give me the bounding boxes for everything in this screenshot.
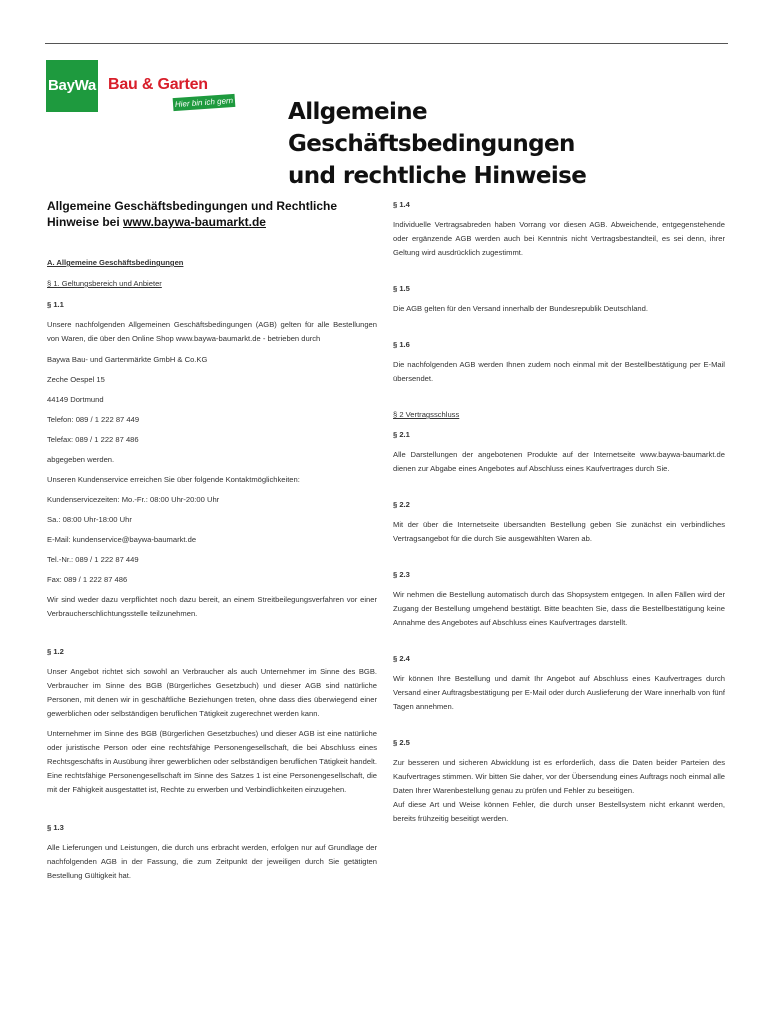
section-a-heading: A. Allgemeine Geschäftsbedingungen <box>47 258 184 267</box>
section-1-4: § 1.4 <box>393 200 410 209</box>
section-1-2-text2: Unternehmer im Sinne des BGB (Bürgerlichen Gesetzbuches) und dieser AGB ist eine natürliche oder juristische Person oder eine rechtsfähige Personengesellschaft, die bei Abschluss eines Rechtsgeschäfts in Ausübung ihrer gewerblichen oder selbständigen beruflichen Tätigkeit handelt. Eine rechtsfähige Personengesellschaft im Sinne des Satzes 1 ist eine Personengesellschaft, die mit der Fähigkeit ausgestattet ist, Rechte zu erwerben und Verbindlichkeiten einzugehen. <box>47 729 377 794</box>
section-2-3: § 2.3 <box>393 570 410 579</box>
logo-name: Bau & Garten <box>108 76 208 93</box>
section-1-6: § 1.6 <box>393 340 410 349</box>
logo-claim: Hier bin ich gern <box>173 94 236 111</box>
top-rule <box>45 43 728 44</box>
section-1-3-text: Alle Lieferungen und Leistungen, die durch uns erbracht werden, erfolgen nur auf Grundlage der nachfolgenden AGB in der Fassung, die zum Zeitpunkt der jeweiligen durch Sie getätigten Bestellung Gültigkeit hat. <box>47 843 377 880</box>
given-text: abgegeben werden. <box>47 455 115 464</box>
website-link[interactable]: www.baywa-baumarkt.de <box>123 215 266 229</box>
doc-heading-prefix: Hinweise bei <box>47 215 124 229</box>
section-2-1: § 2.1 <box>393 430 410 439</box>
section-1-2: § 1.2 <box>47 647 64 656</box>
section-2-heading: § 2 Vertragsschluss <box>393 410 460 419</box>
section-2-5: § 2.5 <box>393 738 410 747</box>
page-title-line2: und rechtliche Hinweise <box>288 163 587 189</box>
section-1-1-text: Unsere nachfolgenden Allgemeinen Geschäftsbedingungen (AGB) gelten für alle Bestellungen von Waren, die über den Online Shop www.baywa-baumarkt.de - betrieben durch <box>47 320 377 343</box>
left-column <box>47 198 377 883</box>
logo-brand: BayWa <box>46 60 98 112</box>
section-1-3: § 1.3 <box>47 823 64 832</box>
section-2-5-text: Zur besseren und sicheren Abwicklung ist es erforderlich, dass die Daten beider Parteien des Kaufvertrages stimmen. Wir bitten Sie daher, vor der Übersendung eines Auftrags noch einmal alle Daten Ihrer Warenbestellung genau zu prüfen und Fehler zu beseitigen. <box>393 758 725 795</box>
section-1-4-text: Individuelle Vertragsabreden haben Vorrang vor diesen AGB. Abweichende, entgegenstehende oder ergänzende AGB werden auch bei Kenntnis nicht Vertragsbestandteil, es sei denn, ihrer Geltung wird ausdrücklich zugestimmt. <box>393 220 725 257</box>
right-column <box>393 198 725 826</box>
section-2-1-text: Alle Darstellungen der angebotenen Produkte auf der Internetseite www.baywa-baumarkt.de dienen zur Abgabe eines Angebotes auf Abschluss eines Kaufvertrages durch Sie. <box>393 450 725 473</box>
company-street: Zeche Oespel 15 <box>47 375 105 384</box>
doc-heading-line2 <box>47 214 377 230</box>
section-2-2-text: Mit der über die Internetseite übersandten Bestellung geben Sie zunächst ein verbindliches Vertragsangebot für die durch Sie ausgewählten Waren ab. <box>393 520 725 543</box>
section-1-6-text: Die nachfolgenden AGB werden Ihnen zudem noch einmal mit der Bestellbestätigung per E-Mail übersendet. <box>393 360 725 383</box>
service-tel: Tel.-Nr.: 089 / 1 222 87 449 <box>47 555 139 564</box>
section-1-2-text: Unser Angebot richtet sich sowohl an Verbraucher als auch Unternehmer im Sinne des BGB. Verbraucher im Sinne des BGB (Bürgerliches Gesetzbuch) und dieser AGB sind natürliche Personen, mit denen wir in geschäftliche Beziehungen treten, ohne dass dies überwiegend einer gewerblichen oder selbständigen beruflichen Tätigkeit zugerechnet werden kann. <box>47 667 377 718</box>
company-phone: Telefon: 089 / 1 222 87 449 <box>47 415 140 424</box>
section-2-4: § 2.4 <box>393 654 410 663</box>
section-2-3-text: Wir nehmen die Bestellung automatisch durch das Shopsystem entgegen. In allen Fällen wird der Zugang der Bestellung umgehend bestätigt. Bitte beachten Sie, dass die Bestellbestätigung keine Annahme des Angebotes auf Abschluss eines Kaufvertrages darstellt. <box>393 590 725 627</box>
service-fax: Fax: 089 / 1 222 87 486 <box>47 575 128 584</box>
baywa-logo <box>46 60 246 116</box>
doc-heading-line1: Allgemeine Geschäftsbedingungen und Rechtliche <box>47 199 338 213</box>
service-email: E-Mail: kundenservice@baywa-baumarkt.de <box>47 535 197 544</box>
section-2-5-text2: Auf diese Art und Weise können Fehler, die durch unser Bestellsystem nicht erkannt werden, bereits frühzeitig beseitigt werden. <box>393 800 725 823</box>
section-2-4-text: Wir können Ihre Bestellung und damit Ihr Angebot auf Abschluss eines Kaufvertrages durch Versand einer Auftragsbestätigung per E-Mail oder durch Auslieferung der Ware innerhalb von fünf Tagen annehmen. <box>393 674 725 711</box>
company-name: Baywa Bau- und Gartenmärkte GmbH & Co.KG <box>47 355 208 364</box>
section-1-5-text: Die AGB gelten für den Versand innerhalb der Bundesrepublik Deutschland. <box>393 304 648 313</box>
section-1-1: § 1.1 <box>47 300 64 309</box>
page-title-line1: Allgemeine Geschäftsbedingungen <box>288 99 575 157</box>
section-2-2: § 2.2 <box>393 500 410 509</box>
page-title <box>288 96 708 192</box>
doc-heading <box>47 198 377 230</box>
service-intro: Unseren Kundenservice erreichen Sie über folgende Kontaktmöglichkeiten: <box>47 475 300 484</box>
dispute-text: Wir sind weder dazu verpflichtet noch dazu bereit, an einem Streitbeilegungsverfahren vor einer Verbraucherschlichtungsstelle teilzunehmen. <box>47 595 377 618</box>
company-fax: Telefax: 089 / 1 222 87 486 <box>47 435 139 444</box>
company-city: 44149 Dortmund <box>47 395 104 404</box>
section-1-heading: § 1. Geltungsbereich und Anbieter <box>47 279 162 288</box>
service-saturday: Sa.: 08:00 Uhr-18:00 Uhr <box>47 515 132 524</box>
service-times: Kundenservicezeiten: Mo.-Fr.: 08:00 Uhr-20:00 Uhr <box>47 495 220 504</box>
section-1-5: § 1.5 <box>393 284 410 293</box>
